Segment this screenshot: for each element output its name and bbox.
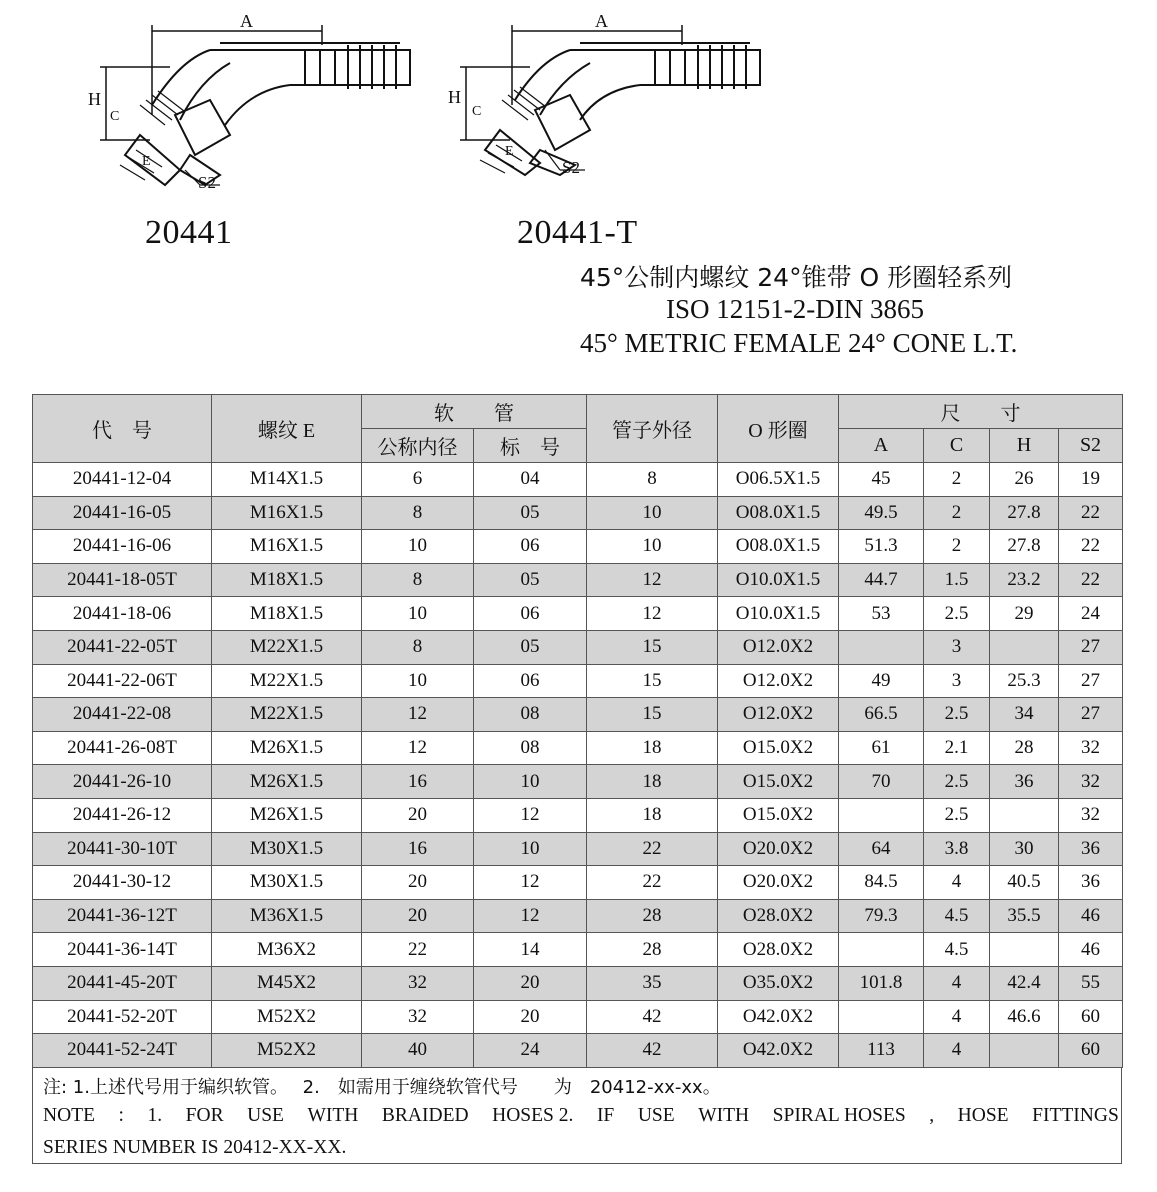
cell-c: 2.5 (924, 765, 990, 799)
cell-hose-mark: 08 (474, 698, 587, 732)
cell-oring: O20.0X2 (718, 832, 839, 866)
drawing-code-left: 20441 (145, 214, 233, 251)
cell-hose-id: 8 (362, 496, 474, 530)
cell-hose-id: 8 (362, 630, 474, 664)
cell-h: 26 (990, 463, 1059, 497)
cell-code: 20441-16-05 (33, 496, 212, 530)
cell-hose-mark: 20 (474, 966, 587, 1000)
cell-c: 3 (924, 630, 990, 664)
note-word: BRAIDED (381, 1105, 469, 1126)
cell-s2: 27 (1059, 698, 1123, 732)
table-body (33, 463, 1123, 1068)
cell-tube-od: 10 (587, 496, 718, 530)
cell-thread: M16X1.5 (212, 530, 362, 564)
note-word: NOTE (43, 1105, 95, 1126)
cell-a: 66.5 (839, 698, 924, 732)
dim-e-label: E (505, 144, 514, 159)
table-row (33, 966, 1123, 1000)
cell-hose-id: 20 (362, 866, 474, 900)
cell-thread: M30X1.5 (212, 866, 362, 900)
notes-box (32, 1067, 1122, 1164)
cell-h: 36 (990, 765, 1059, 799)
cell-h: 28 (990, 731, 1059, 765)
cell-a: 101.8 (839, 966, 924, 1000)
cell-code: 20441-30-12 (33, 866, 212, 900)
dim-a-label: A (240, 11, 253, 31)
header-code: 代 号 (33, 395, 212, 463)
table-row (33, 563, 1123, 597)
table-row (33, 899, 1123, 933)
table-row (33, 1034, 1123, 1068)
cell-c: 2.5 (924, 798, 990, 832)
cell-oring: O10.0X1.5 (718, 563, 839, 597)
cell-s2: 60 (1059, 1000, 1123, 1034)
cell-s2: 36 (1059, 832, 1123, 866)
note-word: WITH (698, 1105, 750, 1126)
cell-hose-id: 12 (362, 698, 474, 732)
cell-tube-od: 15 (587, 630, 718, 664)
cell-h: 30 (990, 832, 1059, 866)
cell-oring: O15.0X2 (718, 798, 839, 832)
cell-oring: O42.0X2 (718, 1000, 839, 1034)
header-dimensions: 尺 寸 (839, 395, 1123, 429)
dim-h-label: H (448, 87, 461, 107)
cell-thread: M52X2 (212, 1000, 362, 1034)
table-row (33, 496, 1123, 530)
note-word: 1. (147, 1105, 163, 1126)
cell-c: 2 (924, 530, 990, 564)
cell-tube-od: 8 (587, 463, 718, 497)
dim-c-label: C (110, 109, 120, 124)
cell-hose-mark: 04 (474, 463, 587, 497)
cell-oring: O10.0X1.5 (718, 597, 839, 631)
title-standard: ISO 12151-2-DIN 3865 (666, 294, 924, 324)
table-row (33, 698, 1123, 732)
table-row (33, 798, 1123, 832)
cell-h: 46.6 (990, 1000, 1059, 1034)
cell-hose-mark: 14 (474, 933, 587, 967)
cell-c: 1.5 (924, 563, 990, 597)
cell-s2: 32 (1059, 798, 1123, 832)
cell-tube-od: 28 (587, 933, 718, 967)
note-word: USE (637, 1105, 675, 1126)
cell-oring: O42.0X2 (718, 1034, 839, 1068)
cell-tube-od: 18 (587, 798, 718, 832)
cell-a (839, 933, 924, 967)
cell-oring: O06.5X1.5 (718, 463, 839, 497)
cell-tube-od: 42 (587, 1000, 718, 1034)
cell-tube-od: 28 (587, 899, 718, 933)
cell-code: 20441-26-10 (33, 765, 212, 799)
cell-code: 20441-18-06 (33, 597, 212, 631)
cell-code: 20441-22-05T (33, 630, 212, 664)
cell-hose-id: 20 (362, 798, 474, 832)
cell-h (990, 933, 1059, 967)
cell-h: 25.3 (990, 664, 1059, 698)
cell-tube-od: 35 (587, 966, 718, 1000)
header-h: H (990, 429, 1059, 463)
note-chinese: 注: 1.上述代号用于编织软管。 2. 如需用于缠绕软管代号 为 20412-xx-xx。 (43, 1077, 721, 1098)
cell-thread: M22X1.5 (212, 664, 362, 698)
cell-code: 20441-16-06 (33, 530, 212, 564)
cell-hose-id: 40 (362, 1034, 474, 1068)
cell-oring: O28.0X2 (718, 933, 839, 967)
cell-tube-od: 18 (587, 731, 718, 765)
cell-hose-mark: 10 (474, 765, 587, 799)
cell-tube-od: 22 (587, 866, 718, 900)
cell-a: 84.5 (839, 866, 924, 900)
cell-hose-id: 10 (362, 530, 474, 564)
header-a: A (839, 429, 924, 463)
cell-s2: 32 (1059, 765, 1123, 799)
cell-h: 27.8 (990, 530, 1059, 564)
cell-c: 4.5 (924, 899, 990, 933)
cell-h: 35.5 (990, 899, 1059, 933)
cell-hose-mark: 12 (474, 866, 587, 900)
cell-hose-id: 10 (362, 597, 474, 631)
cell-h: 27.8 (990, 496, 1059, 530)
cell-h: 23.2 (990, 563, 1059, 597)
cell-c: 2 (924, 463, 990, 497)
cell-c: 4 (924, 866, 990, 900)
cell-h: 42.4 (990, 966, 1059, 1000)
cell-thread: M26X1.5 (212, 731, 362, 765)
table-row (33, 765, 1123, 799)
cell-hose-mark: 05 (474, 496, 587, 530)
header-c: C (924, 429, 990, 463)
cell-thread: M14X1.5 (212, 463, 362, 497)
table-row (33, 933, 1123, 967)
cell-s2: 32 (1059, 731, 1123, 765)
cell-code: 20441-36-12T (33, 899, 212, 933)
cell-hose-id: 10 (362, 664, 474, 698)
dim-a-label: A (595, 11, 608, 31)
cell-c: 4 (924, 966, 990, 1000)
cell-hose-mark: 20 (474, 1000, 587, 1034)
cell-a: 53 (839, 597, 924, 631)
cell-oring: O08.0X1.5 (718, 496, 839, 530)
table-row (33, 1000, 1123, 1034)
header-hose-id: 公称内径 (362, 429, 474, 463)
table-row (33, 731, 1123, 765)
specification-table (32, 394, 1123, 1068)
drawing-code-right: 20441-T (517, 214, 638, 251)
cell-code: 20441-22-08 (33, 698, 212, 732)
cell-tube-od: 42 (587, 1034, 718, 1068)
title-english: 45° METRIC FEMALE 24° CONE L.T. (580, 328, 1018, 358)
cell-h (990, 630, 1059, 664)
cell-c: 4.5 (924, 933, 990, 967)
note-word: HOSES 2. (492, 1105, 574, 1126)
cell-c: 4 (924, 1034, 990, 1068)
table-row (33, 463, 1123, 497)
cell-code: 20441-26-12 (33, 798, 212, 832)
cell-hose-mark: 06 (474, 530, 587, 564)
cell-thread: M36X1.5 (212, 899, 362, 933)
cell-tube-od: 12 (587, 563, 718, 597)
cell-hose-mark: 10 (474, 832, 587, 866)
table-row (33, 866, 1123, 900)
cell-hose-mark: 06 (474, 664, 587, 698)
cell-hose-mark: 08 (474, 731, 587, 765)
cell-a: 49 (839, 664, 924, 698)
fitting-drawing-20441 (80, 5, 430, 205)
cell-hose-id: 32 (362, 966, 474, 1000)
cell-oring: O12.0X2 (718, 630, 839, 664)
cell-c: 3.8 (924, 832, 990, 866)
cell-oring: O12.0X2 (718, 664, 839, 698)
cell-oring: O20.0X2 (718, 866, 839, 900)
header-tube-od: 管子外径 (587, 395, 718, 463)
cell-c: 2.5 (924, 698, 990, 732)
cell-s2: 36 (1059, 866, 1123, 900)
note-word: HOSE (957, 1105, 1009, 1126)
cell-s2: 46 (1059, 899, 1123, 933)
note-word: IF (596, 1105, 615, 1126)
cell-h: 40.5 (990, 866, 1059, 900)
cell-c: 2.1 (924, 731, 990, 765)
dim-c-label: C (472, 104, 482, 119)
cell-tube-od: 18 (587, 765, 718, 799)
cell-code: 20441-22-06T (33, 664, 212, 698)
cell-s2: 22 (1059, 563, 1123, 597)
note-english-line1 (43, 1105, 1119, 1127)
cell-thread: M36X2 (212, 933, 362, 967)
cell-hose-id: 20 (362, 899, 474, 933)
note-word: , (929, 1105, 935, 1126)
cell-hose-id: 6 (362, 463, 474, 497)
cell-s2: 46 (1059, 933, 1123, 967)
note-word: WITH (307, 1105, 359, 1126)
note-word: FITTINGS (1032, 1105, 1119, 1126)
table-row (33, 530, 1123, 564)
cell-a: 70 (839, 765, 924, 799)
cell-h (990, 798, 1059, 832)
cell-tube-od: 10 (587, 530, 718, 564)
cell-a: 113 (839, 1034, 924, 1068)
cell-code: 20441-45-20T (33, 966, 212, 1000)
cell-code: 20441-30-10T (33, 832, 212, 866)
cell-s2: 60 (1059, 1034, 1123, 1068)
cell-c: 3 (924, 664, 990, 698)
table-row (33, 630, 1123, 664)
cell-hose-mark: 05 (474, 563, 587, 597)
cell-thread: M52X2 (212, 1034, 362, 1068)
cell-s2: 24 (1059, 597, 1123, 631)
table-row (33, 597, 1123, 631)
cell-oring: O15.0X2 (718, 731, 839, 765)
cell-a: 79.3 (839, 899, 924, 933)
cell-oring: O35.0X2 (718, 966, 839, 1000)
cell-code: 20441-12-04 (33, 463, 212, 497)
cell-thread: M18X1.5 (212, 597, 362, 631)
cell-s2: 22 (1059, 530, 1123, 564)
cell-thread: M26X1.5 (212, 798, 362, 832)
cell-hose-id: 32 (362, 1000, 474, 1034)
cell-a: 64 (839, 832, 924, 866)
cell-s2: 27 (1059, 630, 1123, 664)
cell-code: 20441-52-20T (33, 1000, 212, 1034)
cell-a: 61 (839, 731, 924, 765)
cell-c: 4 (924, 1000, 990, 1034)
cell-s2: 19 (1059, 463, 1123, 497)
cell-tube-od: 22 (587, 832, 718, 866)
cell-a (839, 798, 924, 832)
header-oring: O 形圈 (718, 395, 839, 463)
cell-hose-mark: 12 (474, 899, 587, 933)
cell-hose-id: 22 (362, 933, 474, 967)
cell-s2: 27 (1059, 664, 1123, 698)
cell-code: 20441-26-08T (33, 731, 212, 765)
header-hose: 软 管 (362, 395, 587, 429)
cell-oring: O12.0X2 (718, 698, 839, 732)
cell-code: 20441-18-05T (33, 563, 212, 597)
cell-thread: M16X1.5 (212, 496, 362, 530)
fitting-drawing-20441-t (440, 5, 790, 205)
cell-tube-od: 15 (587, 664, 718, 698)
cell-c: 2 (924, 496, 990, 530)
cell-h: 29 (990, 597, 1059, 631)
cell-h (990, 1034, 1059, 1068)
cell-h: 34 (990, 698, 1059, 732)
cell-hose-mark: 05 (474, 630, 587, 664)
cell-s2: 55 (1059, 966, 1123, 1000)
cell-oring: O28.0X2 (718, 899, 839, 933)
cell-hose-id: 8 (362, 563, 474, 597)
cell-a: 44.7 (839, 563, 924, 597)
dim-h-label: H (88, 89, 101, 109)
cell-hose-id: 12 (362, 731, 474, 765)
cell-code: 20441-52-24T (33, 1034, 212, 1068)
cell-oring: O15.0X2 (718, 765, 839, 799)
note-word: FOR (185, 1105, 224, 1126)
cell-a (839, 630, 924, 664)
cell-a: 51.3 (839, 530, 924, 564)
note-english-line2: SERIES NUMBER IS 20412-XX-XX. (43, 1137, 347, 1158)
cell-a: 49.5 (839, 496, 924, 530)
header-hose-mark: 标 号 (474, 429, 587, 463)
cell-thread: M26X1.5 (212, 765, 362, 799)
note-word: USE (247, 1105, 284, 1126)
dim-s2-label: S2 (198, 173, 216, 192)
cell-thread: M45X2 (212, 966, 362, 1000)
cell-hose-mark: 12 (474, 798, 587, 832)
note-word: SPIRAL HOSES (772, 1105, 906, 1126)
cell-tube-od: 15 (587, 698, 718, 732)
cell-hose-mark: 06 (474, 597, 587, 631)
title-chinese: 45°公制内螺纹 24°锥带 O 形圈轻系列 (580, 263, 1013, 292)
cell-thread: M22X1.5 (212, 630, 362, 664)
note-word: : (118, 1105, 124, 1126)
header-thread: 螺纹 E (212, 395, 362, 463)
cell-hose-mark: 24 (474, 1034, 587, 1068)
dim-s2-label: S2 (562, 158, 580, 177)
cell-hose-id: 16 (362, 832, 474, 866)
cell-code: 20441-36-14T (33, 933, 212, 967)
cell-tube-od: 12 (587, 597, 718, 631)
header-s2: S2 (1059, 429, 1123, 463)
table-row (33, 664, 1123, 698)
cell-c: 2.5 (924, 597, 990, 631)
cell-thread: M22X1.5 (212, 698, 362, 732)
dim-e-label: E (142, 154, 151, 169)
table-row (33, 832, 1123, 866)
cell-a: 45 (839, 463, 924, 497)
cell-a (839, 1000, 924, 1034)
cell-oring: O08.0X1.5 (718, 530, 839, 564)
cell-thread: M18X1.5 (212, 563, 362, 597)
cell-s2: 22 (1059, 496, 1123, 530)
cell-hose-id: 16 (362, 765, 474, 799)
cell-thread: M30X1.5 (212, 832, 362, 866)
